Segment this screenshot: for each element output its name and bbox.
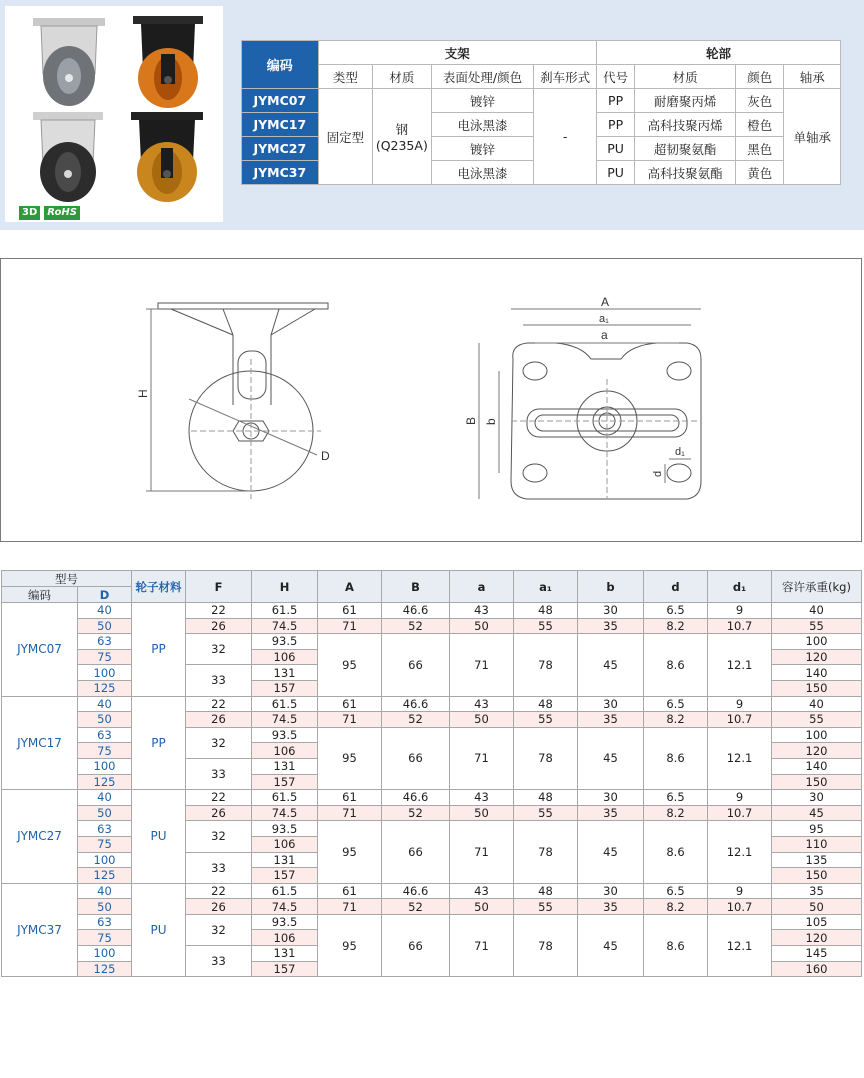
spec-wheel-color: 橙色	[736, 113, 784, 137]
H-cell: 106	[252, 836, 318, 852]
load-cell: 135	[772, 852, 862, 868]
drawing-svg	[1, 259, 861, 541]
diameter-cell: 125	[78, 961, 132, 977]
wheel-material-cell: PU	[132, 883, 186, 977]
a-cell: 50	[450, 805, 514, 821]
spec-subheader: 刹车形式	[534, 65, 597, 89]
spec-material-line2: (Q235A)	[375, 138, 428, 153]
F-cell: 26	[186, 618, 252, 634]
diameter-cell: 100	[78, 946, 132, 962]
diameter-cell: 100	[78, 665, 132, 681]
a1-cell: 78	[514, 821, 578, 883]
diameter-cell: 100	[78, 852, 132, 868]
b-cell: 30	[578, 603, 644, 619]
H-cell: 93.5	[252, 727, 318, 743]
header-code: 编码	[2, 587, 78, 603]
diameter-cell: 75	[78, 743, 132, 759]
table-row	[2, 727, 862, 743]
B-cell: 66	[382, 914, 450, 976]
diameter-cell: 50	[78, 618, 132, 634]
load-cell: 35	[772, 883, 862, 899]
A-cell: 95	[318, 914, 382, 976]
A-cell: 61	[318, 603, 382, 619]
F-cell: 22	[186, 883, 252, 899]
label-a1: a₁	[599, 313, 609, 325]
H-cell: 74.5	[252, 899, 318, 915]
d-cell: 8.6	[644, 727, 708, 789]
H-cell: 131	[252, 665, 318, 681]
A-cell: 71	[318, 899, 382, 915]
caster-photo-orange	[127, 14, 209, 110]
diameter-cell: 125	[78, 774, 132, 790]
label-a: a	[601, 328, 608, 342]
spec-wheel-code: PP	[596, 113, 634, 137]
table-row	[2, 712, 862, 728]
spec-bracket-header: 支架	[318, 41, 596, 65]
F-cell: 26	[186, 712, 252, 728]
a-cell: 50	[450, 712, 514, 728]
caster-photo-black	[27, 110, 109, 204]
load-cell: 150	[772, 868, 862, 884]
H-cell: 61.5	[252, 603, 318, 619]
load-cell: 120	[772, 930, 862, 946]
F-cell: 26	[186, 805, 252, 821]
d-cell: 8.6	[644, 914, 708, 976]
spec-wheel-material: 超韧聚氨酯	[635, 137, 736, 161]
table-row	[2, 696, 862, 712]
technical-drawing	[0, 258, 862, 542]
top-view	[479, 309, 701, 499]
a1-cell: 48	[514, 696, 578, 712]
spec-row-code: JYMC17	[242, 113, 319, 137]
d-cell: 8.2	[644, 899, 708, 915]
a-cell: 71	[450, 634, 514, 696]
a1-cell: 55	[514, 618, 578, 634]
dimension-table-body	[2, 603, 862, 977]
a-cell: 43	[450, 790, 514, 806]
a1-cell: 78	[514, 914, 578, 976]
F-cell: 22	[186, 696, 252, 712]
load-cell: 55	[772, 712, 862, 728]
b-cell: 30	[578, 696, 644, 712]
model-code-cell: JYMC17	[2, 696, 78, 790]
product-photo-panel	[5, 6, 223, 222]
load-cell: 50	[772, 899, 862, 915]
H-cell: 106	[252, 649, 318, 665]
load-cell: 150	[772, 680, 862, 696]
load-cell: 105	[772, 914, 862, 930]
spec-type: 固定型	[318, 89, 372, 185]
table-row	[2, 603, 862, 619]
d1-cell: 12.1	[708, 634, 772, 696]
a-cell: 71	[450, 914, 514, 976]
label-d: d	[652, 470, 664, 477]
d1-cell: 9	[708, 696, 772, 712]
d1-cell: 9	[708, 790, 772, 806]
diameter-cell: 40	[78, 696, 132, 712]
diameter-cell: 40	[78, 603, 132, 619]
diameter-cell: 63	[78, 727, 132, 743]
d-cell: 8.2	[644, 712, 708, 728]
a-cell: 43	[450, 603, 514, 619]
b-cell: 45	[578, 634, 644, 696]
A-cell: 61	[318, 790, 382, 806]
caster-photo-gray	[29, 16, 109, 108]
H-cell: 74.5	[252, 618, 318, 634]
H-cell: 61.5	[252, 790, 318, 806]
load-cell: 95	[772, 821, 862, 837]
B-cell: 46.6	[382, 603, 450, 619]
load-cell: 120	[772, 743, 862, 759]
spec-subheader: 表面处理/颜色	[431, 65, 534, 89]
A-cell: 95	[318, 821, 382, 883]
F-cell: 26	[186, 899, 252, 915]
H-cell: 157	[252, 868, 318, 884]
header-F: F	[186, 571, 252, 603]
label-d1: d₁	[675, 446, 685, 458]
spec-subheader: 代号	[596, 65, 634, 89]
F-cell: 32	[186, 821, 252, 852]
spec-wheel-color: 灰色	[736, 89, 784, 113]
d1-cell: 10.7	[708, 805, 772, 821]
wheel-material-cell: PU	[132, 790, 186, 884]
B-cell: 52	[382, 899, 450, 915]
spec-row-code: JYMC07	[242, 89, 319, 113]
spec-wheel-color: 黄色	[736, 161, 784, 185]
B-cell: 52	[382, 618, 450, 634]
load-cell: 110	[772, 836, 862, 852]
B-cell: 52	[382, 712, 450, 728]
header-D: D	[78, 587, 132, 603]
load-cell: 100	[772, 634, 862, 650]
load-cell: 40	[772, 603, 862, 619]
header-d: d	[644, 571, 708, 603]
d-cell: 8.6	[644, 821, 708, 883]
spec-material-line1: 钢	[395, 122, 409, 137]
b-cell: 35	[578, 899, 644, 915]
a1-cell: 48	[514, 790, 578, 806]
diameter-cell: 40	[78, 790, 132, 806]
top-band	[0, 0, 864, 230]
load-cell: 120	[772, 649, 862, 665]
header-b: b	[578, 571, 644, 603]
a1-cell: 55	[514, 712, 578, 728]
spec-table	[241, 40, 841, 185]
F-cell: 32	[186, 914, 252, 945]
b-cell: 45	[578, 914, 644, 976]
F-cell: 22	[186, 603, 252, 619]
badge-rohs: RoHS	[44, 206, 80, 220]
a1-cell: 55	[514, 805, 578, 821]
spec-wheel-material: 耐磨聚丙烯	[635, 89, 736, 113]
d1-cell: 10.7	[708, 712, 772, 728]
header-d1: d₁	[708, 571, 772, 603]
b-cell: 30	[578, 883, 644, 899]
H-cell: 157	[252, 774, 318, 790]
a1-cell: 48	[514, 883, 578, 899]
b-cell: 30	[578, 790, 644, 806]
B-cell: 52	[382, 805, 450, 821]
table-row	[2, 883, 862, 899]
diameter-cell: 125	[78, 868, 132, 884]
diameter-cell: 50	[78, 899, 132, 915]
F-cell: 33	[186, 665, 252, 696]
diameter-cell: 75	[78, 930, 132, 946]
spec-row-code: JYMC37	[242, 161, 319, 185]
spec-finish: 镀锌	[431, 137, 534, 161]
load-cell: 160	[772, 961, 862, 977]
spec-finish: 电泳黑漆	[431, 161, 534, 185]
model-code-cell: JYMC07	[2, 603, 78, 697]
F-cell: 32	[186, 634, 252, 665]
B-cell: 46.6	[382, 696, 450, 712]
table-row	[2, 618, 862, 634]
spec-bearing: 单轴承	[784, 89, 841, 185]
H-cell: 61.5	[252, 696, 318, 712]
diameter-cell: 100	[78, 758, 132, 774]
a-cell: 50	[450, 899, 514, 915]
A-cell: 71	[318, 712, 382, 728]
spec-wheel-material: 高科技聚丙烯	[635, 113, 736, 137]
A-cell: 71	[318, 805, 382, 821]
spec-finish: 镀锌	[431, 89, 534, 113]
d1-cell: 9	[708, 603, 772, 619]
spec-subheader: 颜色	[736, 65, 784, 89]
H-cell: 61.5	[252, 883, 318, 899]
spec-wheel-material: 高科技聚氨酯	[635, 161, 736, 185]
spec-brake: -	[534, 89, 597, 185]
diameter-cell: 50	[78, 712, 132, 728]
table-row	[2, 821, 862, 837]
a-cell: 71	[450, 727, 514, 789]
spec-subheader: 材质	[635, 65, 736, 89]
d1-cell: 12.1	[708, 821, 772, 883]
spec-wheel-code: PP	[596, 89, 634, 113]
d1-cell: 10.7	[708, 618, 772, 634]
H-cell: 93.5	[252, 914, 318, 930]
model-code-cell: JYMC37	[2, 883, 78, 977]
B-cell: 66	[382, 821, 450, 883]
a1-cell: 55	[514, 899, 578, 915]
spec-wheel-header: 轮部	[596, 41, 840, 65]
H-cell: 157	[252, 680, 318, 696]
b-cell: 35	[578, 618, 644, 634]
a-cell: 43	[450, 883, 514, 899]
F-cell: 33	[186, 758, 252, 789]
table-row	[2, 805, 862, 821]
b-cell: 35	[578, 805, 644, 821]
model-code-cell: JYMC27	[2, 790, 78, 884]
header-material: 轮子材料	[132, 571, 186, 603]
header-load: 容许承重(kg)	[772, 571, 862, 603]
header-a1: a₁	[514, 571, 578, 603]
A-cell: 95	[318, 634, 382, 696]
H-cell: 131	[252, 758, 318, 774]
table-row	[2, 790, 862, 806]
H-cell: 74.5	[252, 805, 318, 821]
B-cell: 66	[382, 727, 450, 789]
d1-cell: 12.1	[708, 914, 772, 976]
load-cell: 45	[772, 805, 862, 821]
spec-wheel-code: PU	[596, 161, 634, 185]
a1-cell: 48	[514, 603, 578, 619]
spec-subheader: 材质	[373, 65, 431, 89]
A-cell: 61	[318, 883, 382, 899]
spec-material	[373, 89, 431, 185]
load-cell: 145	[772, 946, 862, 962]
diameter-cell: 125	[78, 680, 132, 696]
A-cell: 71	[318, 618, 382, 634]
label-B: B	[464, 416, 478, 425]
H-cell: 93.5	[252, 821, 318, 837]
wheel-material-cell: PP	[132, 696, 186, 790]
label-H: H	[136, 389, 150, 398]
F-cell: 32	[186, 727, 252, 758]
d-cell: 6.5	[644, 696, 708, 712]
certification-badges	[19, 206, 80, 220]
load-cell: 55	[772, 618, 862, 634]
B-cell: 46.6	[382, 883, 450, 899]
b-cell: 45	[578, 821, 644, 883]
H-cell: 106	[252, 930, 318, 946]
a-cell: 50	[450, 618, 514, 634]
diameter-cell: 40	[78, 883, 132, 899]
header-a: a	[450, 571, 514, 603]
badge-3d: 3D	[19, 206, 40, 220]
d-cell: 8.2	[644, 805, 708, 821]
d-cell: 6.5	[644, 883, 708, 899]
header-model: 型号	[2, 571, 132, 587]
table-row	[2, 899, 862, 915]
d1-cell: 12.1	[708, 727, 772, 789]
d1-cell: 9	[708, 883, 772, 899]
b-cell: 45	[578, 727, 644, 789]
d-cell: 8.6	[644, 634, 708, 696]
header-B: B	[382, 571, 450, 603]
B-cell: 66	[382, 634, 450, 696]
a-cell: 71	[450, 821, 514, 883]
table-row	[2, 634, 862, 650]
H-cell: 131	[252, 852, 318, 868]
F-cell: 33	[186, 852, 252, 883]
H-cell: 157	[252, 961, 318, 977]
a1-cell: 78	[514, 727, 578, 789]
diameter-cell: 75	[78, 836, 132, 852]
caster-photo-yellow	[125, 110, 209, 204]
spec-code-header: 编码	[242, 41, 319, 89]
d-cell: 6.5	[644, 603, 708, 619]
dimension-table	[1, 570, 862, 977]
spec-wheel-code: PU	[596, 137, 634, 161]
A-cell: 61	[318, 696, 382, 712]
diameter-cell: 63	[78, 821, 132, 837]
H-cell: 93.5	[252, 634, 318, 650]
a1-cell: 78	[514, 634, 578, 696]
diameter-cell: 75	[78, 649, 132, 665]
a-cell: 43	[450, 696, 514, 712]
load-cell: 150	[772, 774, 862, 790]
table-row	[2, 914, 862, 930]
spec-subheader: 类型	[318, 65, 372, 89]
diameter-cell: 50	[78, 805, 132, 821]
H-cell: 106	[252, 743, 318, 759]
diameter-cell: 63	[78, 634, 132, 650]
b-cell: 35	[578, 712, 644, 728]
load-cell: 40	[772, 696, 862, 712]
H-cell: 131	[252, 946, 318, 962]
load-cell: 140	[772, 758, 862, 774]
d-cell: 6.5	[644, 790, 708, 806]
d1-cell: 10.7	[708, 899, 772, 915]
spec-subheader: 轴承	[784, 65, 841, 89]
spec-wheel-color: 黑色	[736, 137, 784, 161]
B-cell: 46.6	[382, 790, 450, 806]
F-cell: 33	[186, 946, 252, 977]
load-cell: 100	[772, 727, 862, 743]
spec-finish: 电泳黑漆	[431, 113, 534, 137]
diameter-cell: 63	[78, 914, 132, 930]
A-cell: 95	[318, 727, 382, 789]
d-cell: 8.2	[644, 618, 708, 634]
load-cell: 30	[772, 790, 862, 806]
H-cell: 74.5	[252, 712, 318, 728]
side-view	[146, 303, 328, 499]
wheel-material-cell: PP	[132, 603, 186, 697]
F-cell: 22	[186, 790, 252, 806]
load-cell: 140	[772, 665, 862, 681]
header-H: H	[252, 571, 318, 603]
label-D: D	[321, 449, 330, 463]
label-b: b	[484, 418, 498, 425]
header-A: A	[318, 571, 382, 603]
label-A: A	[601, 295, 610, 309]
spec-row-code: JYMC27	[242, 137, 319, 161]
